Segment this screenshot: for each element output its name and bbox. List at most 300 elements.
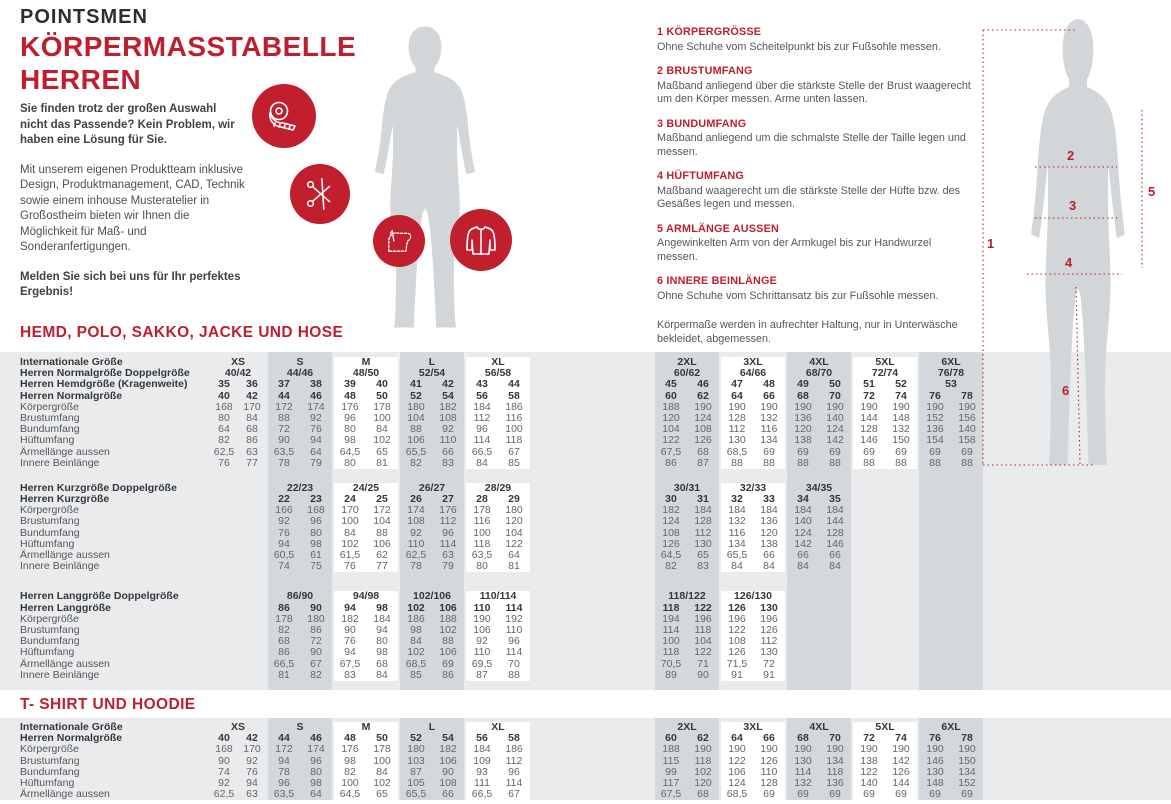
- size-value: 82: [278, 623, 290, 636]
- size-value: 56: [476, 732, 488, 745]
- size-group-header: M: [334, 357, 398, 368]
- size-value: 86: [665, 456, 677, 469]
- size-value: 68,5: [726, 445, 748, 458]
- size-value: 102: [341, 537, 359, 550]
- size-value: 118: [694, 623, 712, 636]
- size-value: 120: [760, 526, 778, 539]
- size-value: 62: [697, 389, 709, 402]
- size-value: 120: [662, 411, 680, 424]
- size-value: 136: [926, 423, 944, 436]
- size-cell: [334, 447, 398, 458]
- size-cell: [210, 435, 266, 446]
- size-value: 178: [373, 400, 391, 413]
- size-value: 104: [373, 515, 391, 528]
- size-value: 130: [760, 601, 778, 614]
- size-group-header: 30/31: [673, 481, 701, 494]
- size-value: 172: [373, 504, 391, 517]
- size-value: 102: [373, 434, 391, 447]
- size-cell: [655, 379, 719, 390]
- size-value: 65: [697, 549, 709, 561]
- size-cell: [919, 435, 983, 446]
- size-value: 83: [442, 456, 454, 469]
- size-value: 188: [439, 612, 457, 625]
- instruction-title: 5 ARMLÄNGE AUSSEN: [657, 222, 779, 235]
- size-value: 176: [341, 400, 359, 413]
- size-value: 186: [505, 400, 523, 413]
- size-value: 68: [797, 389, 809, 402]
- size-value: 69: [929, 788, 941, 801]
- size-value: 130: [926, 765, 944, 778]
- size-value: 92: [410, 526, 422, 539]
- size-value: 118: [662, 601, 680, 614]
- size-value: 69: [863, 788, 875, 801]
- size-value: 170: [243, 743, 261, 756]
- size-group-header: 102/106: [413, 590, 451, 603]
- size-value: 96: [344, 411, 356, 424]
- size-value: 138: [794, 434, 812, 447]
- size-cell: [466, 447, 530, 458]
- size-cell: [400, 435, 464, 446]
- size-value: 86: [278, 646, 290, 659]
- size-group-header: XL: [466, 357, 530, 368]
- size-cell: [466, 744, 530, 755]
- instruction-item: [657, 26, 973, 54]
- size-value: 76: [929, 389, 941, 402]
- size-value: 69: [895, 445, 907, 458]
- size-value: 104: [694, 635, 712, 648]
- size-cell: [655, 435, 719, 446]
- size-value: 138: [760, 537, 778, 550]
- size-value: 128: [728, 411, 746, 424]
- size-value: 78: [961, 389, 973, 402]
- size-cell: [400, 561, 464, 572]
- size-value: 63,5: [471, 549, 493, 561]
- size-value: 126: [728, 601, 746, 614]
- size-value: 144: [892, 776, 910, 789]
- size-value: 126: [694, 434, 712, 447]
- size-value: 64: [508, 549, 520, 561]
- size-value: 120: [505, 515, 523, 528]
- size-value: 80: [310, 765, 322, 778]
- size-value: 40: [218, 732, 230, 745]
- size-value: 94: [376, 623, 388, 636]
- size-value: 126: [662, 537, 680, 550]
- size-value: 84: [731, 560, 743, 573]
- row-label: Körpergröße: [20, 504, 79, 517]
- instruction-title: 2 BRUSTUMFANG: [657, 65, 753, 77]
- size-cell: [721, 516, 785, 527]
- size-value: 76: [344, 635, 356, 648]
- size-value: 65,5: [405, 445, 427, 458]
- size-value: 76: [246, 765, 258, 778]
- instruction-list: [657, 26, 973, 303]
- size-value: 112: [694, 526, 712, 539]
- size-value: 64: [310, 788, 322, 801]
- size-value: 29: [508, 493, 520, 506]
- model-figure: [250, 20, 530, 352]
- size-value: 86: [310, 623, 322, 636]
- size-value: 88: [929, 456, 941, 469]
- size-value: 114: [473, 434, 491, 447]
- size-value: 48: [344, 732, 356, 745]
- size-cell: [919, 744, 983, 755]
- row-label: Brustumfang: [20, 754, 80, 767]
- size-value: 76: [278, 526, 290, 539]
- row-label: Herren Langgröße: [20, 601, 112, 614]
- size-value: 110: [407, 537, 425, 550]
- size-cell: [655, 647, 719, 658]
- size-value: 122: [662, 434, 680, 447]
- brand-logo: POINTSMEN: [20, 6, 148, 28]
- size-value: 88: [961, 456, 973, 469]
- size-cell: [655, 670, 719, 681]
- size-cell: [721, 458, 785, 469]
- size-value: 124: [794, 526, 812, 539]
- size-value: 61: [310, 549, 322, 561]
- size-cell: [655, 458, 719, 469]
- row-label: Innere Beinlänge: [20, 456, 100, 469]
- size-group-header: 40/42: [224, 367, 252, 380]
- size-value: 194: [662, 612, 680, 625]
- size-value: 62: [697, 732, 709, 745]
- size-value: 63: [442, 549, 454, 561]
- size-cell: [853, 435, 917, 446]
- size-value: 68: [278, 635, 290, 648]
- size-value: 99: [665, 765, 677, 778]
- size-value: 58: [508, 389, 520, 402]
- size-value: 124: [728, 776, 746, 789]
- size-value: 96: [476, 423, 488, 436]
- size-value: 98: [344, 754, 356, 767]
- size-value: 83: [697, 560, 709, 573]
- row-label: Brustumfang: [20, 623, 80, 636]
- size-value: 69: [863, 445, 875, 458]
- page-title-line1: KÖRPERMASSTABELLE: [20, 31, 357, 62]
- size-value: 62,5: [213, 788, 235, 801]
- instruction-item: [657, 170, 973, 212]
- size-cell: [268, 670, 332, 681]
- size-value: 90: [218, 754, 230, 767]
- size-value: 172: [275, 400, 293, 413]
- size-cell: [721, 744, 785, 755]
- size-value: 98: [376, 601, 388, 614]
- size-value: 152: [958, 776, 976, 789]
- size-cell: [721, 447, 785, 458]
- size-value: 134: [826, 754, 844, 767]
- size-value: 94: [278, 754, 290, 767]
- row-label: Bundumfang: [20, 765, 80, 778]
- size-value: 156: [958, 411, 976, 424]
- size-cell: [210, 744, 266, 755]
- size-value: 110: [439, 434, 457, 447]
- size-value: 102: [694, 765, 712, 778]
- size-value: 88: [508, 668, 520, 681]
- size-value: 168: [215, 743, 233, 756]
- size-value: 106: [407, 434, 425, 447]
- size-group-header: XS: [230, 356, 245, 368]
- size-value: 190: [694, 400, 712, 413]
- man-silhouette: [330, 23, 520, 331]
- size-value: 66,5: [471, 445, 493, 458]
- row-label: Internationale Größe: [20, 356, 123, 368]
- size-value: 36: [246, 378, 258, 391]
- size-value: 84: [376, 765, 388, 778]
- size-value: 114: [439, 537, 457, 550]
- size-group-header: M: [334, 722, 398, 733]
- row-label: Brustumfang: [20, 515, 80, 528]
- size-value: 66: [442, 445, 454, 458]
- size-value: 68: [697, 788, 709, 801]
- size-group-header: 76/78: [937, 367, 965, 380]
- row-label: Herren Normalgröße Doppelgröße: [20, 367, 190, 380]
- size-value: 46: [310, 732, 322, 745]
- size-cell: [787, 458, 851, 469]
- size-cell: [466, 659, 530, 670]
- figure-label-1: 1: [987, 236, 995, 251]
- size-value: 182: [439, 400, 457, 413]
- size-value: 86: [246, 434, 258, 447]
- size-value: 196: [694, 612, 712, 625]
- size-value: 35: [218, 378, 230, 391]
- size-value: 102: [439, 623, 457, 636]
- size-value: 46: [310, 389, 322, 402]
- size-group-header: 72/74: [853, 368, 917, 379]
- size-cell: [787, 379, 851, 390]
- size-value: 89: [665, 668, 677, 681]
- size-value: 69: [797, 788, 809, 801]
- size-value: 116: [760, 423, 778, 436]
- size-value: 134: [728, 537, 746, 550]
- size-value: 88: [410, 423, 422, 436]
- size-value: 106: [439, 601, 457, 614]
- size-value: 106: [728, 765, 746, 778]
- size-value: 170: [341, 504, 359, 517]
- size-value: 64: [218, 423, 230, 436]
- size-value: 114: [505, 601, 523, 614]
- size-value: 100: [373, 754, 391, 767]
- size-value: 94: [246, 776, 258, 789]
- jacket-icon: [450, 209, 512, 271]
- size-value: 80: [376, 635, 388, 648]
- size-value: 69: [929, 445, 941, 458]
- size-value: 114: [505, 776, 523, 789]
- size-value: 65: [376, 445, 388, 458]
- size-value: 33: [763, 493, 775, 506]
- instruction-title: 4 HÜFTUMFANG: [657, 170, 744, 182]
- size-group-header: 86/90: [286, 590, 314, 603]
- size-value: 118: [473, 537, 491, 550]
- size-value: 47: [731, 378, 743, 391]
- figure-label-3: 3: [1069, 198, 1077, 213]
- size-value: 63: [246, 445, 258, 458]
- size-value: 190: [473, 612, 491, 625]
- size-value: 138: [860, 754, 878, 767]
- size-value: 79: [310, 456, 322, 469]
- size-value: 81: [508, 560, 520, 573]
- size-value: 110: [760, 765, 778, 778]
- page-title-line2: HERREN: [20, 64, 142, 95]
- size-value: 190: [892, 743, 910, 756]
- size-value: 70: [829, 389, 841, 402]
- size-value: 190: [794, 400, 812, 413]
- size-value: 64,5: [339, 445, 361, 458]
- size-value: 84: [829, 560, 841, 573]
- size-group-header: 48/50: [334, 368, 398, 379]
- size-cell: [655, 659, 719, 670]
- size-group-header: 126/130: [721, 591, 785, 602]
- size-value: 98: [310, 776, 322, 789]
- size-value: 180: [307, 612, 325, 625]
- size-value: 190: [926, 743, 944, 756]
- size-cell: [400, 447, 464, 458]
- size-value: 60: [665, 389, 677, 402]
- size-value: 94: [278, 537, 290, 550]
- size-cell: [334, 561, 398, 572]
- size-value: 84: [344, 526, 356, 539]
- intro-paragraph: Sie finden trotz der großen Auswahl nicht das Passende? Kein Problem, wir haben eine Lösung für Sie.: [20, 103, 235, 146]
- measurement-figure: [975, 14, 1171, 472]
- instruction-text: Angewinkelten Arm von der Armkugel bis zur Handwurzel messen.: [657, 237, 932, 263]
- size-cell: [268, 435, 332, 446]
- size-value: 178: [275, 612, 293, 625]
- size-value: 186: [407, 612, 425, 625]
- size-value: 54: [442, 389, 454, 402]
- row-label: Ärmellänge aussen: [20, 549, 110, 561]
- size-value: 66: [442, 788, 454, 801]
- size-value: 130: [760, 646, 778, 659]
- size-value: 100: [662, 635, 680, 648]
- sewing-pattern-icon: [373, 215, 425, 267]
- size-cell: [466, 435, 530, 446]
- intro-paragraph: Melden Sie sich bei uns für Ihr perfektes Ergebnis!: [20, 270, 241, 298]
- size-value: 110: [473, 646, 491, 659]
- size-value: 90: [697, 668, 709, 681]
- size-value: 188: [662, 743, 680, 756]
- size-cell: [334, 744, 398, 755]
- size-value: 68: [246, 423, 258, 436]
- size-value: 130: [728, 434, 746, 447]
- size-value: 128: [826, 526, 844, 539]
- size-group-header: 64/66: [721, 368, 785, 379]
- size-value: 74: [895, 732, 907, 745]
- instruction-text: Ohne Schuhe vom Scheitelpunkt bis zur Fußsohle messen.: [657, 40, 941, 53]
- size-value: 146: [860, 434, 878, 447]
- size-value: 166: [275, 504, 293, 517]
- size-value: 110: [505, 623, 523, 636]
- size-value: 72: [763, 657, 775, 670]
- size-group-header: 68/70: [805, 367, 833, 380]
- size-group-header: 56/58: [466, 368, 530, 379]
- size-value: 88: [829, 456, 841, 469]
- size-cell: [334, 435, 398, 446]
- size-value: 186: [505, 743, 523, 756]
- size-cell: [853, 744, 917, 755]
- size-cell: [787, 744, 851, 755]
- size-value: 84: [476, 456, 488, 469]
- size-value: 87: [476, 668, 488, 681]
- size-cell: [268, 379, 332, 390]
- size-value: 96: [310, 515, 322, 528]
- size-table-block: [0, 718, 1171, 800]
- size-value: 118: [694, 754, 712, 767]
- size-cell: [400, 458, 464, 469]
- size-value: 116: [473, 515, 491, 528]
- row-label: Körpergröße: [20, 743, 79, 756]
- size-cell: [268, 516, 332, 527]
- size-value: 144: [860, 411, 878, 424]
- size-value: 93: [476, 765, 488, 778]
- size-value: 37: [278, 378, 290, 391]
- size-value: 110: [473, 601, 491, 614]
- size-value: 122: [728, 754, 746, 767]
- measurement-instructions: [657, 26, 973, 346]
- size-value: 114: [662, 623, 680, 636]
- size-value: 120: [694, 776, 712, 789]
- size-value: 142: [892, 754, 910, 767]
- row-label: Herren Normalgröße: [20, 389, 123, 402]
- row-label: Ärmellänge aussen: [20, 445, 110, 458]
- size-value: 56: [476, 389, 488, 402]
- size-value: 49: [797, 378, 809, 391]
- size-value: 88: [731, 456, 743, 469]
- size-value: 85: [410, 668, 422, 681]
- size-value: 62: [376, 549, 388, 561]
- size-value: 96: [508, 765, 520, 778]
- size-value: 108: [439, 776, 457, 789]
- size-value: 118: [505, 434, 523, 447]
- size-value: 190: [860, 400, 878, 413]
- size-value: 106: [439, 754, 457, 767]
- size-value: 124: [826, 423, 844, 436]
- size-value: 176: [341, 743, 359, 756]
- size-value: 188: [662, 400, 680, 413]
- size-table-tshirt: [0, 718, 1171, 800]
- size-value: 52: [895, 378, 907, 391]
- size-group-header: S: [296, 721, 304, 733]
- size-value: 40: [376, 378, 388, 391]
- size-value: 128: [860, 423, 878, 436]
- section-heading-tshirt: T- SHIRT UND HOODIE: [20, 696, 196, 713]
- size-value: 62,5: [405, 549, 427, 561]
- row-label: Bundumfang: [20, 423, 80, 436]
- size-cell: [787, 447, 851, 458]
- size-value: 84: [797, 560, 809, 573]
- size-value: 76: [310, 423, 322, 436]
- size-value: 122: [694, 601, 712, 614]
- size-value: 81: [278, 668, 290, 681]
- size-value: 182: [439, 743, 457, 756]
- size-value: 140: [794, 515, 812, 528]
- size-value: 67: [508, 788, 520, 801]
- size-value: 124: [662, 515, 680, 528]
- size-value: 184: [728, 504, 746, 517]
- size-value: 66: [797, 549, 809, 561]
- size-value: 82: [410, 456, 422, 469]
- size-value: 70: [508, 657, 520, 670]
- size-value: 94: [310, 434, 322, 447]
- size-value: 109: [473, 754, 491, 767]
- size-value: 190: [728, 743, 746, 756]
- size-value: 67,5: [660, 788, 682, 801]
- size-value: 132: [794, 776, 812, 789]
- size-value: 130: [794, 754, 812, 767]
- size-group-header: 4XL: [809, 721, 829, 733]
- size-value: 184: [473, 743, 491, 756]
- size-cell: [466, 670, 530, 681]
- size-value: 92: [218, 776, 230, 789]
- size-value: 176: [439, 504, 457, 517]
- size-cell: [721, 647, 785, 658]
